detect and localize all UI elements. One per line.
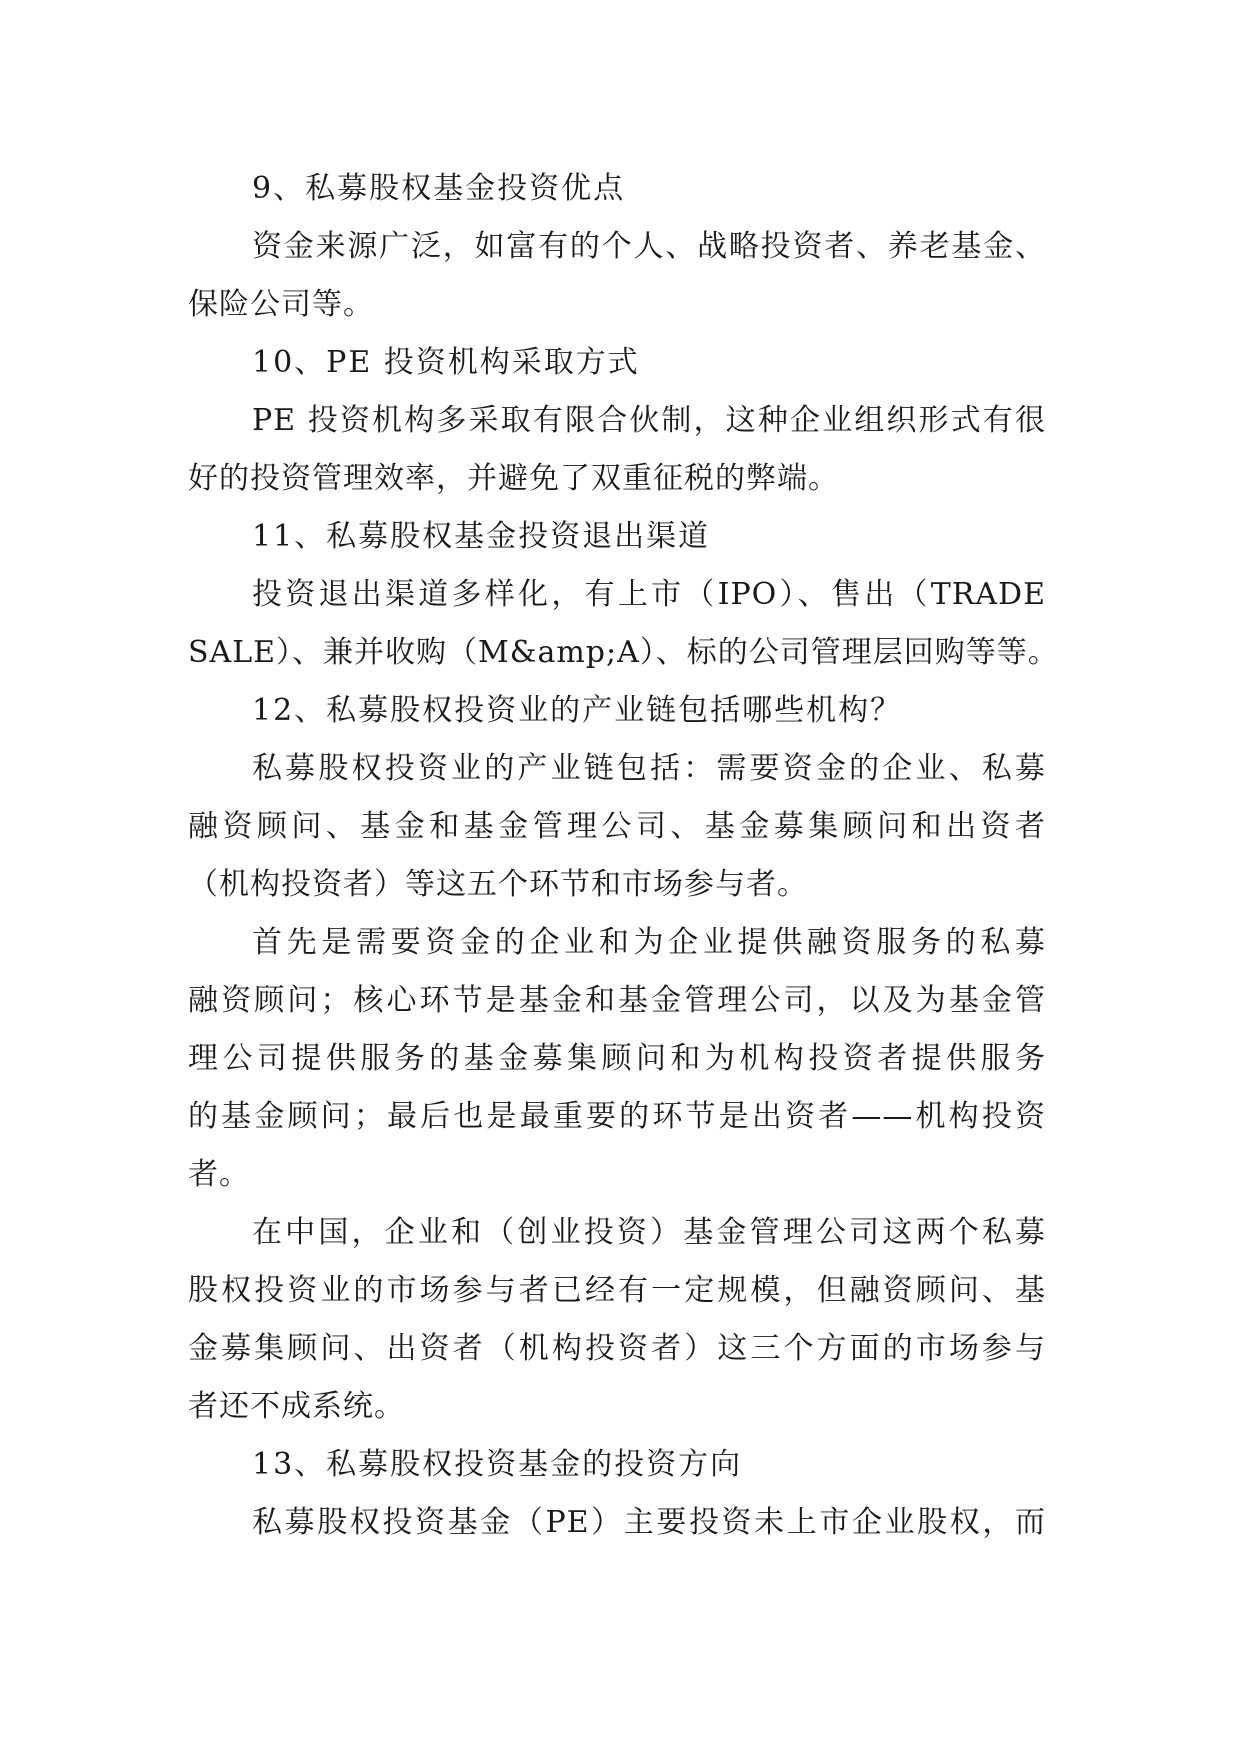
paragraph-line: 投资退出渠道多样化，有上市（IPO）、售出（TRADE — [252, 577, 1046, 612]
paragraph-line: 保险公司等。 — [188, 287, 374, 322]
section-heading-11: 11、私募股权基金投资退出渠道 — [252, 519, 711, 554]
paragraph-line: 首先是需要资金的企业和为企业提供融资服务的私募 — [252, 925, 1046, 960]
paragraph-line: 金募集顾问、出资者（机构投资者）这三个方面的市场参与 — [188, 1331, 1046, 1366]
paragraph-line: （机构投资者）等这五个环节和市场参与者。 — [188, 867, 808, 902]
section-heading-9: 9、私募股权基金投资优点 — [252, 171, 626, 206]
paragraph-line: 者还不成系统。 — [188, 1389, 405, 1424]
paragraph-line: 资金来源广泛，如富有的个人、战略投资者、养老基金、 — [252, 229, 1046, 264]
paragraph-line: 私募股权投资基金（PE）主要投资未上市企业股权，而 — [252, 1505, 1046, 1540]
paragraph-line: 在中国，企业和（创业投资）基金管理公司这两个私募 — [252, 1215, 1046, 1250]
paragraph-line: 理公司提供服务的基金募集顾问和为机构投资者提供服务 — [188, 1041, 1046, 1076]
paragraph-line: 的基金顾问；最后也是最重要的环节是出资者——机构投资 — [188, 1099, 1046, 1134]
paragraph-line: 融资顾问；核心环节是基金和基金管理公司，以及为基金管 — [188, 983, 1046, 1018]
paragraph-line: 好的投资管理效率，并避免了双重征税的弊端。 — [188, 461, 839, 496]
section-heading-13: 13、私募股权投资基金的投资方向 — [252, 1447, 743, 1482]
paragraph-line: 者。 — [188, 1157, 250, 1192]
section-heading-10: 10、PE 投资机构采取方式 — [252, 345, 640, 380]
paragraph-line: 股权投资业的市场参与者已经有一定规模，但融资顾问、基 — [188, 1273, 1046, 1308]
document-page — [188, 160, 1059, 1552]
paragraph-line: SALE）、兼并收购（M&amp;A）、标的公司管理层回购等等。 — [188, 635, 1059, 670]
section-heading-12: 12、私募股权投资业的产业链包括哪些机构？ — [252, 693, 903, 728]
paragraph-line: 融资顾问、基金和基金管理公司、基金募集顾问和出资者 — [188, 809, 1046, 844]
paragraph-line: 私募股权投资业的产业链包括：需要资金的企业、私募 — [252, 751, 1046, 786]
paragraph-line: PE 投资机构多采取有限合伙制，这种企业组织形式有很 — [252, 403, 1046, 438]
